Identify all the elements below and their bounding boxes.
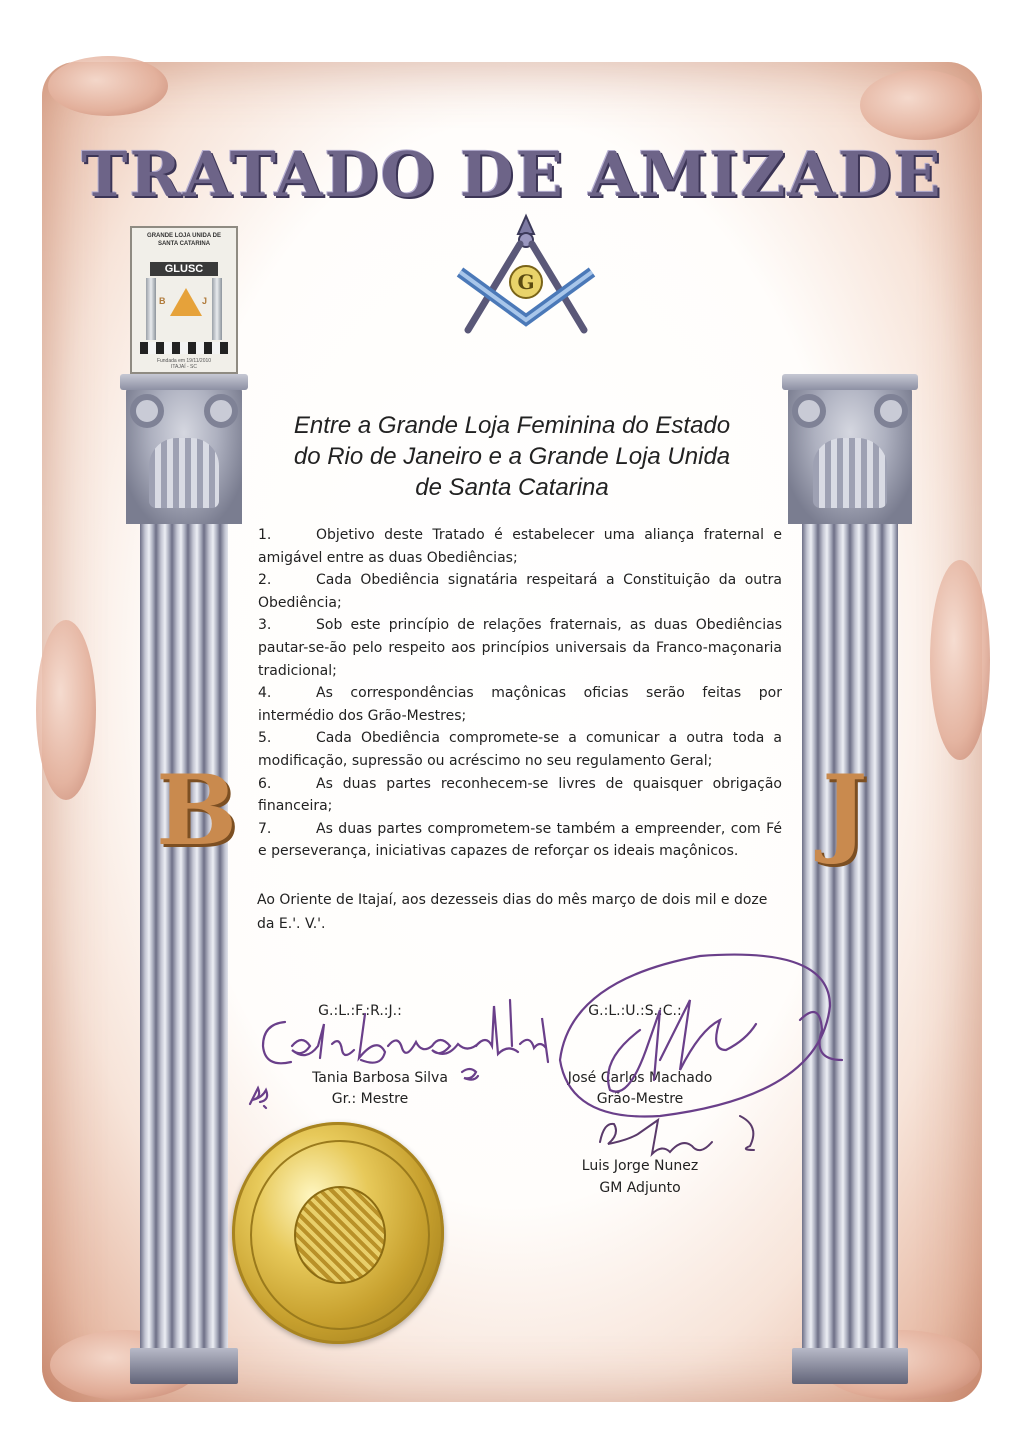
left-org-abbreviation: G.:L.:F.:R.:J.: xyxy=(318,1003,402,1019)
emblem-small-text xyxy=(132,358,236,370)
left-signatory-role: Gr.: Mestre xyxy=(331,1091,409,1107)
article-item xyxy=(258,614,782,682)
article-item xyxy=(258,818,782,863)
right-signatory-role: Grão-Mestre xyxy=(596,1091,684,1107)
column-left-shaft xyxy=(140,524,228,1350)
article-text: As duas partes reconhecem-se livres de quaisquer obrigação financeira; xyxy=(258,775,782,815)
emblem-checkered-floor xyxy=(140,342,228,354)
scroll-curl-right xyxy=(930,560,990,760)
emblem-delta-icon xyxy=(170,288,202,316)
article-item xyxy=(258,524,782,569)
article-text: Sob este princípio de relações fraternais, as duas Obediências pautar-se-ão pelo respeito aos princípios universais da Franco-maçonaria tradicional; xyxy=(258,617,782,679)
scroll-curl-top-right xyxy=(860,70,980,140)
scroll-curl-left xyxy=(36,620,96,800)
article-number: 3. xyxy=(258,617,272,634)
page-title: TRATADO DE AMIZADE xyxy=(81,138,943,211)
article-number: 5. xyxy=(258,730,272,747)
subtitle-line: Entre a Grande Loja Feminina do Estado xyxy=(293,412,731,439)
article-number: 7. xyxy=(258,820,272,837)
article-number: 4. xyxy=(258,685,272,702)
scroll-curl-top-left xyxy=(48,56,168,116)
emblem-column-right xyxy=(212,278,222,340)
emblem-column-left xyxy=(146,278,156,340)
article-item xyxy=(258,682,782,727)
gold-seal xyxy=(232,1122,444,1344)
adjunct-signatory-name: Luis Jorge Nunez xyxy=(581,1158,699,1174)
column-left-capital xyxy=(126,384,242,524)
column-left xyxy=(126,384,242,1384)
square-and-compass-icon xyxy=(456,212,596,342)
adjunct-signatory-role: GM Adjunto xyxy=(599,1180,681,1196)
svg-text:G: G xyxy=(517,270,535,294)
article-text: As correspondências maçônicas oficias serão feitas por intermédio dos Grão-Mestres; xyxy=(258,685,782,724)
column-right-base xyxy=(792,1348,908,1384)
emblem-letter-j: J xyxy=(202,296,208,306)
article-text: Objetivo deste Tratado é estabelecer uma aliança fraternal e amigável entre as duas Obediências; xyxy=(258,527,782,566)
column-left-base xyxy=(130,1348,238,1384)
glusc-emblem xyxy=(130,226,238,374)
article-text: Cada Obediência signatária respeitará a Constituição da outra Obediência; xyxy=(258,572,782,611)
column-right xyxy=(788,384,912,1384)
closing-statement: Ao Oriente de Itajaí, aos dezesseis dias do mês março de dois mil e doze da E.'. V.'. xyxy=(257,892,768,932)
seal-emblem-icon xyxy=(294,1186,386,1284)
articles-list xyxy=(258,524,782,863)
article-item xyxy=(258,569,782,614)
emblem-founded-text: Fundada em 19/11/2010 xyxy=(156,358,212,364)
column-letter-b: B xyxy=(156,754,238,867)
article-number: 2. xyxy=(258,572,272,589)
right-org-abbreviation: G.:L.:U.:S.:C.: xyxy=(588,1003,682,1019)
article-item xyxy=(258,773,782,818)
emblem-abbreviation: GLUSC xyxy=(150,262,218,276)
column-letter-j: J xyxy=(822,754,868,867)
emblem-letter-b: B xyxy=(159,296,166,306)
subtitle-line: do Rio de Janeiro e a Grande Loja Unida xyxy=(293,443,731,470)
left-signatory-name: Tania Barbosa Silva xyxy=(312,1070,448,1086)
treaty-subtitle xyxy=(232,410,792,503)
right-signatory-name: José Carlos Machado xyxy=(567,1070,713,1086)
article-text: Cada Obediência compromete-se a comunicar a outra toda a modificação, supressão ou acréscimo no seu regulamento Geral; xyxy=(258,730,782,769)
article-item xyxy=(258,727,782,772)
article-text: As duas partes comprometem-se também a empreender, com Fé e perseverança, iniciativas capazes de reforçar os ideais maçônicos. xyxy=(258,820,782,860)
column-right-shaft xyxy=(802,524,898,1350)
column-right-capital xyxy=(788,384,912,524)
subtitle-line: de Santa Catarina xyxy=(415,474,609,501)
emblem-arch-text: GRANDE LOJA UNIDA DE SANTA CATARINA xyxy=(147,233,221,247)
article-number: 6. xyxy=(258,775,272,792)
emblem-bottom-text: ITAJAÍ - SC xyxy=(170,364,198,370)
article-number: 1. xyxy=(258,527,272,543)
